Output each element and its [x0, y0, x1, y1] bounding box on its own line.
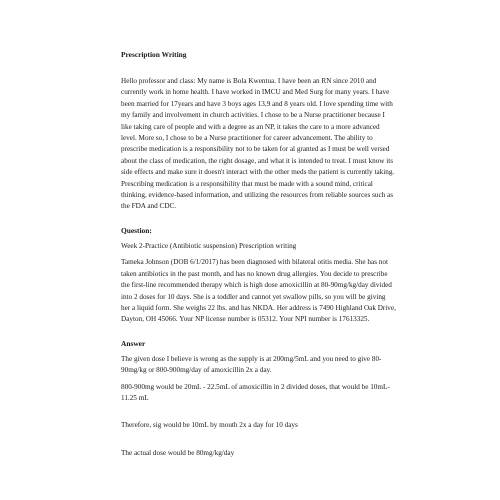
question-heading: Question: [121, 225, 152, 235]
answer-paragraph-4: The actual dose would be 80mg/kg/day [121, 448, 235, 457]
document-title: Prescription Writing [121, 50, 187, 59]
question-subtitle: Week 2-Practice (Antibiotic suspension) Prescription writing [121, 241, 297, 250]
intro-paragraph: Hello professor and class: My name is Bola Kwentua. I have been an RN since 2010 and currently work in home health. I have worked in IMCU and Med Surg for many years. I have been married for 17years and have 3 boys ages 13,9 and 8 years old. I love spending time with my family and involvement in church activities. I chose to be a Nurse practitioner because I like taking care of people and with a degree as an NP, it takes the care to a more advanced level. More so, I chose to be a Nurse practitioner for career advancement. The ability to prescribe medication is a responsibility not to be taken for al granted as I must be well versed about the class of medication, the right dosage, and what it is intended to treat. I must know its side effects and make sure it doesn't interact with the other meds the patient is currently taking. Prescribing medication is a responsibility that must be made with a sound mind, critical thinking, evidence-based information, and utilizing the resources from reliable sources such as the FDA and CDC. [121, 77, 395, 211]
answer-paragraph-1: The given dose I believe is wrong as the supply is at 200mg/5mL and you need to give 80-90mg/kg or 800-900mg/day of amoxicillin 2x a day. [121, 354, 382, 375]
answer-paragraph-3: Therefore, sig would be 10mL by mouth 2x a day for 10 days [121, 421, 298, 430]
answer-paragraph-2: 800-900mg would be 20mL - 22.5mL of amoxicillin in 2 divided doses, that would be 10mL-11.25 mL [121, 382, 390, 402]
document-body [121, 49, 396, 459]
question-body: Tameka Johnson (DOB 6/1/2017) has been diagnosed with bilateral otitis media. She has not taken antibiotics in the past month, and has no known drug allergies. You decide to prescribe the first-line recommended therapy which is high dose amoxicillin at 80-90mg/kg/day divided into 2 doses for 10 days. She is a toddler and cannot yet swallow pills, so you will be giving her a liquid form. She weighs 22 lbs. and has NKDA. Her address is 7490 Highland Oak Drive, Dayton, OH 45066. Your NP license number is 05312. Your NPI number is 17613325. [121, 258, 396, 324]
answer-heading: Answer [121, 338, 146, 348]
